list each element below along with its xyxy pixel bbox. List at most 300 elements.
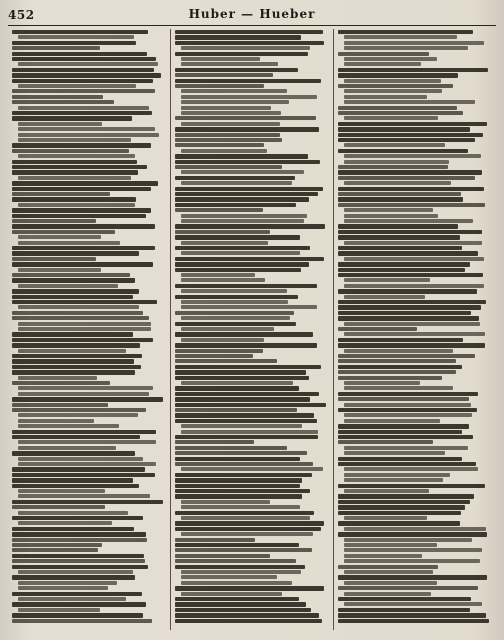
directory-entry-line	[338, 532, 487, 536]
directory-column-right	[334, 29, 496, 630]
directory-entry-line	[338, 68, 488, 72]
directory-entry-line	[175, 73, 273, 77]
directory-entry-line	[344, 554, 422, 558]
directory-entry-line	[175, 311, 294, 315]
directory-entry-line	[18, 392, 149, 396]
directory-entry-line	[181, 316, 290, 320]
directory-entry-line	[175, 403, 326, 407]
directory-entry-line	[12, 478, 133, 482]
directory-entry-line	[12, 289, 139, 293]
directory-entry-line	[12, 592, 142, 596]
directory-entry-line	[175, 143, 264, 147]
directory-entry-line	[12, 332, 133, 336]
directory-entry-line	[12, 295, 133, 299]
directory-entry-line	[12, 100, 114, 104]
directory-entry-line	[338, 251, 478, 255]
directory-entry-line	[175, 246, 310, 250]
directory-entry-line	[175, 187, 323, 191]
directory-entry-line	[344, 489, 429, 493]
directory-entry-line	[338, 565, 438, 569]
directory-entry-line	[18, 570, 133, 574]
directory-entry-line	[175, 392, 319, 396]
directory-entry-line	[175, 30, 323, 34]
directory-entry-line	[344, 538, 472, 542]
directory-entry-line	[344, 386, 453, 390]
directory-entry-line	[181, 106, 271, 110]
directory-entry-line	[12, 602, 146, 606]
directory-entry-line	[344, 79, 441, 83]
directory-entry-line	[344, 62, 421, 66]
directory-entry-line	[338, 408, 477, 412]
directory-entry-line	[181, 327, 274, 331]
directory-entry-line	[12, 554, 144, 558]
directory-entry-line	[338, 311, 471, 315]
directory-entry-line	[18, 176, 131, 180]
directory-entry-line	[175, 365, 321, 369]
directory-entry-line	[338, 586, 478, 590]
directory-entry-line	[12, 214, 146, 218]
directory-entry-line	[12, 89, 155, 93]
directory-entry-line	[338, 354, 475, 358]
directory-entry-line	[12, 143, 151, 147]
directory-entry-line	[338, 343, 485, 347]
directory-entry-line	[338, 235, 460, 239]
directory-entry-line	[175, 160, 320, 164]
directory-entry-line	[18, 608, 100, 612]
directory-entry-line	[175, 386, 299, 390]
directory-entry-line	[12, 435, 140, 439]
directory-entry-line	[175, 343, 317, 347]
directory-entry-line	[344, 41, 484, 45]
directory-entry-line	[338, 494, 474, 498]
directory-entry-line	[338, 597, 471, 601]
directory-entry-line	[344, 219, 473, 223]
directory-entry-line	[175, 332, 313, 336]
directory-entry-line	[175, 619, 322, 623]
directory-entry-line	[12, 370, 135, 374]
directory-entry-line	[175, 35, 301, 39]
directory-entry-line	[181, 467, 323, 471]
directory-entry-line	[338, 73, 458, 77]
directory-entry-line	[12, 473, 155, 477]
directory-entry-line	[344, 57, 437, 61]
directory-entry-line	[12, 278, 135, 282]
directory-entry-line	[338, 224, 458, 228]
directory-entry-line	[175, 133, 280, 137]
directory-entry-line	[181, 516, 310, 520]
directory-entry-line	[12, 52, 147, 56]
directory-entry-line	[12, 343, 140, 347]
directory-entry-line	[12, 165, 147, 169]
directory-entry-line	[344, 143, 445, 147]
directory-entry-line	[12, 41, 136, 45]
directory-entry-line	[344, 478, 443, 482]
directory-entry-line	[344, 116, 438, 120]
directory-entry-line	[175, 349, 263, 353]
directory-entry-line	[344, 181, 451, 185]
directory-entry-line	[338, 230, 482, 234]
directory-entry-line	[338, 111, 463, 115]
directory-entry-line	[175, 376, 309, 380]
directory-entry-line	[18, 203, 135, 207]
directory-entry-line	[12, 208, 151, 212]
directory-entry-line	[181, 592, 282, 596]
directory-entry-line	[344, 154, 481, 158]
directory-entry-line	[344, 95, 427, 99]
directory-entry-line	[18, 419, 94, 423]
directory-entry-line	[18, 424, 119, 428]
directory-entry-line	[181, 46, 310, 50]
directory-entry-line	[12, 257, 96, 261]
header-rule	[8, 25, 496, 26]
directory-entry-line	[175, 295, 298, 299]
directory-entry-line	[338, 52, 429, 56]
directory-entry-line	[338, 521, 460, 525]
directory-entry-line	[181, 273, 255, 277]
directory-entry-line	[12, 354, 142, 358]
directory-entry-line	[181, 170, 304, 174]
directory-entry-line	[338, 268, 465, 272]
directory-entry-line	[338, 300, 486, 304]
directory-entry-line	[18, 284, 118, 288]
directory-entry-line	[175, 613, 319, 617]
directory-entry-line	[18, 489, 105, 493]
directory-entry-line	[344, 381, 420, 385]
directory-entry-line	[175, 138, 282, 142]
directory-entry-line	[175, 284, 317, 288]
directory-entry-line	[338, 165, 448, 169]
directory-entry-line	[338, 30, 473, 34]
directory-entry-line	[12, 505, 105, 509]
directory-entry-line	[181, 149, 267, 153]
directory-entry-line	[344, 559, 480, 563]
directory-entry-line	[175, 322, 296, 326]
directory-entry-line	[18, 511, 128, 515]
directory-entry-line	[175, 408, 297, 412]
directory-entry-line	[344, 602, 482, 606]
directory-entry-line	[338, 122, 487, 126]
directory-entry-line	[175, 268, 301, 272]
directory-entry-line	[344, 473, 450, 477]
directory-entry-line	[175, 176, 295, 180]
directory-entry-line	[12, 565, 148, 569]
directory-entry-line	[181, 532, 313, 536]
directory-entry-line	[338, 505, 465, 509]
directory-entry-line	[18, 127, 155, 131]
directory-entry-line	[181, 305, 317, 309]
directory-entry-line	[344, 451, 445, 455]
directory-entry-line	[12, 484, 139, 488]
directory-entry-line	[12, 230, 115, 234]
directory-entry-line	[175, 154, 308, 158]
directory-entry-line	[338, 484, 485, 488]
directory-entry-line	[175, 224, 325, 228]
directory-entry-line	[175, 354, 253, 358]
directory-entry-line	[175, 359, 277, 363]
directory-entry-line	[18, 327, 151, 331]
directory-entry-line	[12, 408, 146, 412]
directory-entry-line	[344, 548, 482, 552]
directory-entry-line	[338, 316, 479, 320]
directory-entry-line	[12, 111, 152, 115]
directory-entry-line	[175, 511, 314, 515]
directory-entry-line	[181, 300, 288, 304]
directory-entry-line	[338, 138, 475, 142]
directory-entry-line	[338, 127, 470, 131]
directory-entry-line	[181, 500, 270, 504]
directory-entry-line	[12, 538, 147, 542]
directory-entry-line	[175, 597, 299, 601]
directory-entry-line	[338, 84, 453, 88]
directory-entry-line	[344, 592, 431, 596]
directory-entry-line	[175, 208, 263, 212]
directory-entry-line	[175, 257, 324, 261]
directory-entry-line	[12, 619, 152, 623]
directory-entry-line	[338, 338, 463, 342]
directory-entry-line	[344, 89, 442, 93]
directory-entry-line	[338, 192, 461, 196]
directory-entry-line	[338, 305, 481, 309]
directory-entry-line	[181, 95, 317, 99]
directory-entry-line	[18, 586, 108, 590]
directory-entry-line	[175, 127, 319, 131]
directory-entry-line	[18, 154, 135, 158]
directory-entry-line	[12, 160, 137, 164]
directory-entry-line	[181, 581, 292, 585]
directory-entry-line	[175, 41, 324, 45]
directory-entry-line	[12, 543, 102, 547]
directory-entry-line	[18, 440, 156, 444]
directory-entry-line	[181, 100, 289, 104]
directory-entry-line	[12, 532, 146, 536]
directory-entry-line	[338, 619, 489, 623]
directory-entry-line	[12, 548, 98, 552]
directory-entry-line	[175, 586, 324, 590]
directory-entry-line	[344, 581, 437, 585]
directory-entry-line	[338, 500, 470, 504]
directory-entry-line	[18, 581, 117, 585]
directory-entry-line	[175, 230, 270, 234]
directory-entry-line	[12, 365, 141, 369]
directory-entry-line	[12, 403, 108, 407]
directory-entry-line	[12, 251, 139, 255]
directory-entry-line	[175, 478, 302, 482]
directory-entry-line	[12, 311, 143, 315]
directory-entry-line	[181, 289, 287, 293]
directory-entry-line	[18, 322, 151, 326]
directory-entry-line	[344, 160, 449, 164]
directory-entry-line	[181, 575, 277, 579]
directory-entry-line	[338, 392, 478, 396]
directory-entry-line	[175, 165, 282, 169]
directory-entry-line	[175, 602, 306, 606]
directory-entry-line	[181, 62, 278, 66]
directory-entry-line	[12, 181, 158, 185]
directory-entry-line	[175, 462, 313, 466]
directory-entry-line	[181, 381, 293, 385]
directory-entry-line	[18, 35, 134, 39]
directory-entry-line	[12, 359, 134, 363]
directory-entry-line	[338, 106, 457, 110]
directory-entry-line	[338, 575, 487, 579]
directory-entry-line	[175, 79, 321, 83]
directory-entry-line	[175, 457, 300, 461]
directory-entry-line	[338, 203, 485, 207]
directory-entry-line	[338, 397, 469, 401]
directory-entry-line	[338, 133, 483, 137]
directory-entry-line	[175, 52, 308, 56]
directory-entry-line	[175, 451, 307, 455]
directory-entry-line	[338, 187, 484, 191]
directory-entry-line	[18, 84, 136, 88]
directory-entry-line	[12, 613, 143, 617]
directory-entry-line	[18, 446, 116, 450]
directory-entry-line	[12, 559, 145, 563]
directory-entry-line	[12, 95, 103, 99]
directory-entry-line	[338, 462, 476, 466]
directory-entry-line	[338, 149, 468, 153]
directory-entry-line	[175, 608, 311, 612]
directory-entry-line	[175, 68, 298, 72]
directory-entry-line	[12, 192, 110, 196]
directory-column-left	[8, 29, 170, 630]
directory-entry-line	[175, 440, 254, 444]
directory-entry-line	[12, 516, 143, 520]
directory-entry-line	[12, 300, 157, 304]
directory-entry-line	[181, 241, 268, 245]
directory-entry-line	[12, 224, 155, 228]
directory-entry-line	[175, 446, 287, 450]
directory-entry-line	[175, 262, 309, 266]
directory-entry-line	[175, 397, 310, 401]
directory-entry-line	[175, 527, 321, 531]
directory-entry-line	[18, 521, 112, 525]
directory-entry-line	[344, 46, 468, 50]
directory-entry-line	[344, 214, 438, 218]
directory-entry-line	[175, 413, 314, 417]
directory-entry-line	[344, 467, 478, 471]
directory-entry-line	[12, 575, 135, 579]
directory-entry-line	[175, 192, 318, 196]
directory-entry-line	[344, 35, 457, 39]
directory-entry-line	[181, 219, 304, 223]
directory-entry-line	[344, 527, 486, 531]
directory-entry-line	[344, 332, 485, 336]
directory-entry-line	[181, 89, 287, 93]
directory-entry-line	[344, 208, 433, 212]
directory-entry-line	[12, 57, 156, 61]
directory-entry-line	[344, 446, 468, 450]
directory-entry-line	[338, 170, 482, 174]
directory-entry-line	[181, 570, 301, 574]
directory-entry-line	[175, 565, 305, 569]
directory-entry-line	[344, 403, 471, 407]
directory-entry-line	[18, 305, 139, 309]
directory-entry-line	[181, 278, 265, 282]
directory-entry-line	[344, 349, 453, 353]
directory-entry-line	[181, 251, 300, 255]
directory-entry-line	[175, 538, 255, 542]
directory-entry-line	[344, 284, 484, 288]
directory-entry-line	[344, 543, 437, 547]
directory-entry-line	[181, 181, 292, 185]
directory-entry-line	[344, 516, 427, 520]
running-head: Huber — Hueber	[188, 7, 316, 21]
directory-entry-line	[18, 349, 126, 353]
directory-entry-line	[181, 424, 302, 428]
page-number: 452	[8, 8, 35, 22]
directory-entry-line	[18, 133, 159, 137]
directory-entry-line	[338, 457, 462, 461]
directory-entry-line	[175, 419, 317, 423]
directory-entry-line	[181, 430, 318, 434]
directory-entry-line	[338, 370, 456, 374]
directory-entry-line	[18, 413, 138, 417]
directory-entry-line	[12, 30, 148, 34]
directory-entry-line	[175, 548, 312, 552]
directory-entry-line	[18, 106, 149, 110]
directory-entry-line	[12, 116, 132, 120]
directory-entry-line	[181, 122, 280, 126]
directory-entry-line	[338, 197, 463, 201]
directory-entry-line	[12, 46, 100, 50]
directory-entry-line	[18, 138, 131, 142]
directory-entry-line	[338, 262, 470, 266]
directory-entry-line	[12, 73, 161, 77]
directory-entry-line	[338, 289, 477, 293]
directory-entry-line	[338, 176, 475, 180]
directory-entry-line	[175, 235, 300, 239]
directory-entry-line	[338, 359, 456, 363]
directory-entry-line	[344, 322, 480, 326]
directory-entry-line	[175, 489, 310, 493]
directory-entry-line	[338, 440, 433, 444]
directory-entry-line	[18, 386, 153, 390]
directory-entry-line	[175, 203, 296, 207]
directory-entry-line	[175, 197, 309, 201]
directory-entry-line	[12, 197, 136, 201]
directory-entry-line	[338, 376, 442, 380]
directory-entry-line	[12, 273, 130, 277]
directory-entry-line	[175, 494, 302, 498]
directory-entry-line	[12, 316, 149, 320]
directory-entry-line	[181, 505, 300, 509]
directory-entry-line	[18, 241, 120, 245]
directory-entry-line	[181, 111, 281, 115]
directory-entry-line	[344, 278, 430, 282]
directory-entry-line	[175, 484, 300, 488]
directory-entry-line	[12, 219, 96, 223]
directory-entry-line	[175, 521, 324, 525]
directory-entry-line	[18, 597, 126, 601]
directory-entry-line	[12, 338, 153, 342]
directory-entry-line	[344, 570, 433, 574]
directory-entry-line	[338, 511, 461, 515]
directory-entry-line	[181, 57, 260, 61]
directory-entry-line	[12, 397, 163, 401]
directory-entry-line	[175, 435, 318, 439]
directory-entry-line	[344, 100, 475, 104]
directory-entry-line	[338, 435, 473, 439]
directory-entry-line	[344, 413, 472, 417]
directory-entry-line	[18, 122, 102, 126]
directory-entry-line	[338, 246, 462, 250]
directory-columns	[8, 29, 496, 630]
directory-entry-line	[12, 149, 129, 153]
directory-entry-line	[12, 68, 154, 72]
directory-entry-line	[175, 554, 270, 558]
directory-entry-line	[18, 494, 150, 498]
